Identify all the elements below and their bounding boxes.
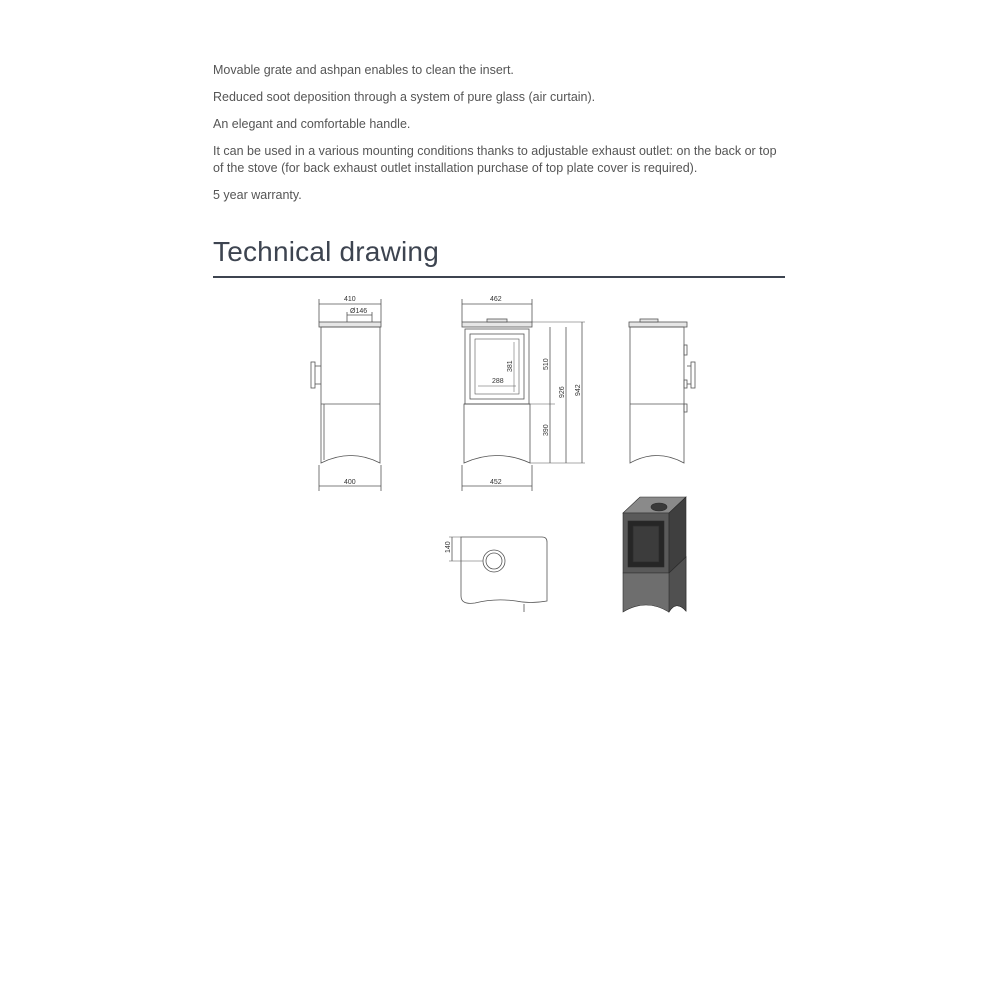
total-height-label: 942 [575, 384, 582, 396]
flue-diameter-label: Ø146 [350, 308, 368, 315]
top-view [445, 537, 547, 612]
top-offset-label: 140 [445, 541, 452, 553]
feature-exhaust-outlet: It can be used in a various mounting conditions thanks to adjustable exhaust outlet: on the back or top of the stove (for back exhaust outlet installation purchase of top plate cover is required). [213, 144, 777, 175]
section-title: Technical drawing [213, 236, 439, 267]
side-top-width-label: 410 [344, 296, 356, 303]
right-side-view [629, 319, 695, 463]
feature-grate: Movable grate and ashpan enables to clean the insert. [213, 63, 514, 77]
side-bottom-width-label: 400 [344, 479, 356, 486]
feature-warranty: 5 year warranty. [213, 188, 302, 202]
lower-height-label: 390 [543, 424, 550, 436]
side-view [311, 296, 381, 491]
front-top-width-label: 462 [490, 296, 502, 303]
front-view [462, 296, 585, 491]
glass-width-label: 288 [492, 378, 504, 385]
glass-height-label: 381 [507, 360, 514, 372]
feature-air-curtain: Reduced soot deposition through a system of pure glass (air curtain). [213, 90, 596, 104]
upper-height-label: 510 [543, 358, 550, 370]
feature-handle: An elegant and comfortable handle. [213, 117, 411, 131]
stove-render [623, 497, 686, 612]
height-to-outlet-label: 926 [559, 386, 566, 398]
front-bottom-width-label: 452 [490, 479, 502, 486]
